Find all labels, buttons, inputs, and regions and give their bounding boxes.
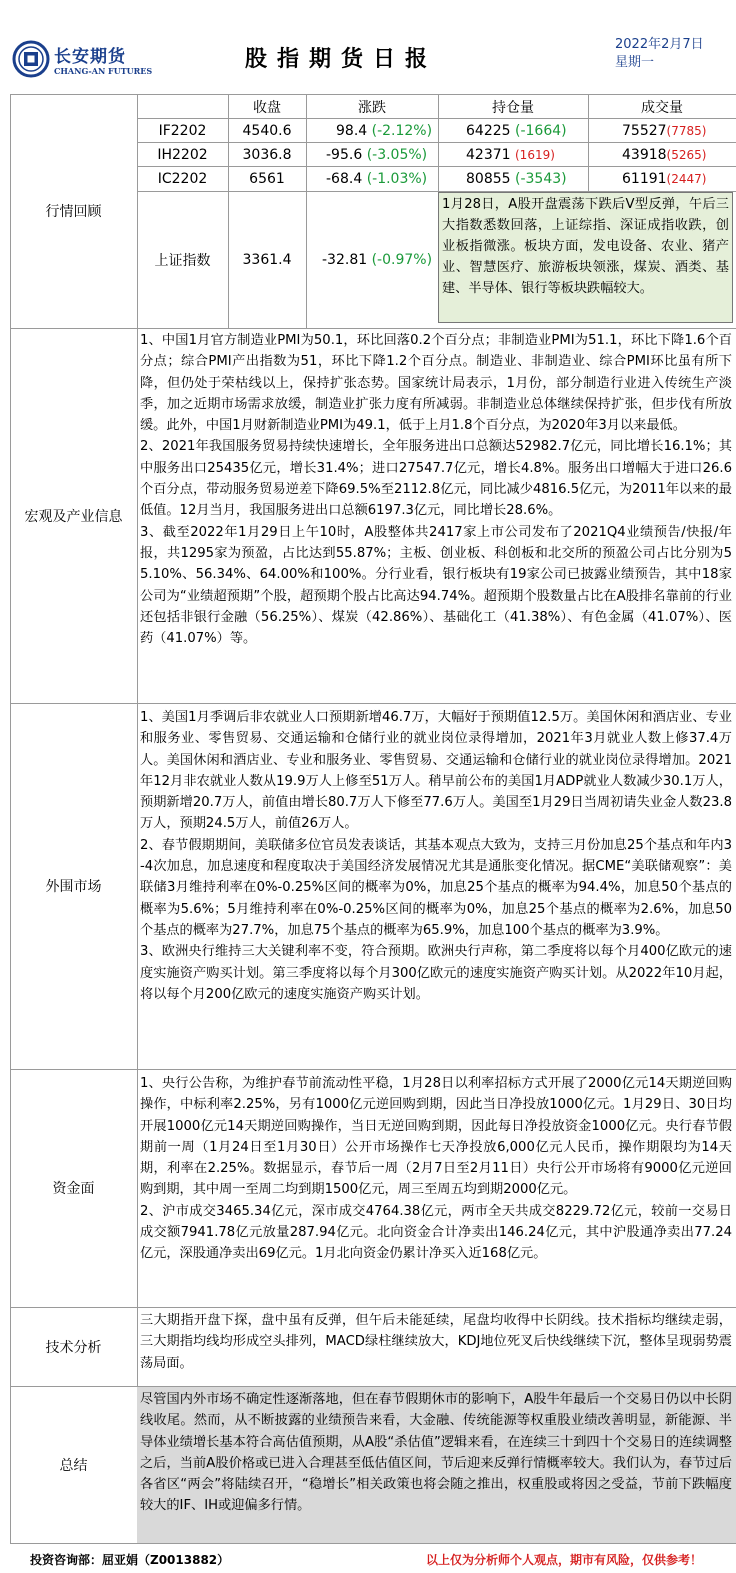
- volume-value: 43918: [622, 146, 667, 163]
- technical-content: 三大期指开盘下探，盘中虽有反弹，但午后未能延续，尾盘均收得中长阴线。技术指标均继续走弱，三大期指均线均形成空头排列，MACD绿柱继续放大，KDJ地位死叉后快线继续下沉，整体呈现弱势震荡局面。: [140, 1313, 732, 1371]
- company-name-en: CHANG-AN FUTURES: [54, 66, 153, 76]
- report-footer: [10, 1548, 736, 1568]
- index-change-value: -32.81: [322, 252, 368, 268]
- contract-name: IF2202: [158, 122, 207, 139]
- change-value: -95.6: [326, 146, 363, 163]
- company-name-cn: 长安期货: [54, 47, 126, 67]
- volume-change: (5265): [666, 147, 707, 162]
- analyst-credit: 投资咨询部：屈亚娟（Z0013882）: [30, 1553, 230, 1567]
- col-header-open-interest: 持仓量: [492, 99, 534, 116]
- report-header: [10, 28, 736, 90]
- paragraph: 1、美国1月季调后非农就业人口预期新增46.7万，大幅好于预期值12.5万。美国休闲和酒店业、专业和服务业、零售贸易、交通运输和仓储行业的就业岗位录得增加，2021年3月就业人数上修37.4万人。美国休闲和酒店业、专业和服务业、零售贸易、交通运输和仓储行业的就业岗位录得增加。2021年12月非农就业人数从19.9万人上修至51万人。稍早前公布的美国1月ADP就业人数减少30.1万人，预期新增20.7万人，前值由增长80.7万人下修至77.6万人。美国至1月29日当周初请失业金人数23.8万人，预期24.5万人，前值26万人。: [140, 710, 732, 832]
- close-value: 4540.6: [242, 122, 292, 139]
- volume-value: 75527: [622, 122, 667, 139]
- chang-an-emblem-icon: [12, 40, 50, 78]
- open-interest-value: 80855: [466, 171, 511, 187]
- report-date-block: [615, 36, 704, 72]
- open-interest-change: (-3543): [515, 171, 567, 187]
- change-value: 98.4: [336, 122, 368, 139]
- open-interest-change: (1619): [515, 147, 555, 162]
- volume-value: 61191: [622, 171, 667, 187]
- contract-name: IH2202: [157, 146, 208, 163]
- volume-change: (7785): [666, 123, 707, 138]
- report-date: 2022年2月7日: [615, 37, 704, 52]
- col-header-volume: 成交量: [641, 99, 683, 116]
- section-label-market: 行情回顾: [45, 204, 102, 220]
- report-title: 股指期货日报: [245, 47, 438, 72]
- col-header-change: 涨跌: [358, 99, 386, 116]
- paragraph: 3、截至2022年1月29日上午10时，A股整体共2417家上市公司发布了2021Q4业绩预告/快报/年报，共1295家为预盈，占比达到55.87%；主板、创业板、科创板和北交所的预盈公司占比分别为55.10%、56.34%、64.00%和100%。分行业看，银行板块有19家公司已披露业绩预告，其中18家公司为“业绩超预期”个股，超预期个股占比高达94.74%。超预期个股数量占比在A股排名靠前的行业还包括非银行金融（56.25%）、煤炭（42.86%）、基础化工（41.38%）、有色金属（41.07%）、医药（41.07%）等。: [140, 524, 732, 647]
- index-name: 上证指数: [154, 253, 211, 269]
- open-interest-cell: [466, 119, 586, 142]
- macro-content: [140, 330, 732, 649]
- contract-name: IC2202: [157, 171, 208, 187]
- section-label-macro: 宏观及产业信息: [24, 508, 123, 525]
- summary-content: 尽管国内外市场不确定性逐渐落地，但在春节假期休市的影响下，A股牛年最后一个交易日仍以中长阴线收尾。然而，从不断披露的业绩预告来看，大金融、传统能源等权重股业绩改善明显，新能源、半导体业绩增长基本符合高估值预期，从A股“杀估值”逻辑来看，在连续三十到四十个交易日的连续调整之后，当前A股价格或已进入合理甚至低估值区间，节后迎来反弹行情概率较大。我们认为，春节过后各省区“两会”将陆续召开，“稳增长”相关政策也将会随之推出，权重股或将因之受益，节前下跌幅度较大的IF、IH或迎偏多行情。: [140, 1392, 732, 1514]
- volume-cell: [622, 167, 734, 191]
- funds-content: [140, 1073, 732, 1265]
- paragraph: 1、中国1月官方制造业PMI为50.1，环比回落0.2个百分点；非制造业PMI为51.1，环比下降1.6个百分点；综合PMI产出指数为51，环比下降1.2个百分点。制造业、非制造业、综合PMI环比虽有所下降，但仍处于荣枯线以上，保持扩张态势。国家统计局表示，1月份，部分制造行业进入传统生产淡季，加之近期市场需求放缓，制造业扩张力度有所减弱。非制造业总体继续保持扩张，但步伐有所放缓。此外，中国1月财新制造业PMI为49.1，低于上月1.8个百分点，为2020年3月以来最低。: [140, 333, 732, 434]
- market-commentary: 1月28日，A股开盘震荡下跌后V型反弹，午后三大指数悉数回落，上证综指、深证成指收跌，创业板指微涨。板块方面，发电设备、农业、猪产业、智慧医疗、旅游板块领涨，煤炭、酒类、基建、半导体、银行等板块跌幅较大。: [438, 192, 733, 323]
- paragraph: 2、2021年我国服务贸易持续快速增长，全年服务进出口总额达52982.7亿元，同比增长16.1%；其中服务出口25435亿元，增长31.4%；进口27547.7亿元，增长4.8%。服务出口增幅大于进口26.6个百分点，带动服务贸易逆差下降69.5%至2112.8亿元，同比减少4816.5亿元，为2011年以来的最低值。12月当月，我国服务进出口总额6197.3亿元，同比增长28.6%。: [140, 439, 732, 519]
- section-label-technical: 技术分析: [45, 1339, 102, 1356]
- paragraph: 1、央行公告称，为维护春节前流动性平稳，1月28日以利率招标方式开展了2000亿元14天期逆回购操作，中标利率2.25%，另有1000亿元逆回购到期，因此当日净投放1000亿元。1月29日、30日均开展1000亿元14天期逆回购操作，当日无逆回购到期，因此每日净投放资金1000亿元。央行春节假期前一周（1月24日至1月30日）公开市场操作七天净投放6,000亿元人民币，操作期限均为14天期，利率在2.25%。数据显示，春节后一周（2月7日至2月11日）央行公开市场将有9000亿元逆回购到期，其中周一至周二均到期1500亿元，周三至周五均到期2000亿元。: [140, 1076, 732, 1198]
- change-pct: (-1.03%): [366, 171, 428, 187]
- change-cell: [326, 167, 436, 191]
- open-interest-cell: [466, 143, 586, 166]
- volume-change: (2447): [666, 172, 707, 186]
- index-change-cell: [322, 192, 436, 328]
- section-label-summary: 总结: [59, 1457, 88, 1474]
- open-interest-value: 42371: [466, 146, 511, 163]
- open-interest-value: 64225: [466, 122, 511, 139]
- index-change-pct: (-0.97%): [371, 252, 433, 268]
- paragraph: 2、沪市成交3465.34亿元，深市成交4764.38亿元，两市全天共成交8229.72亿元，较前一交易日成交额7941.78亿元放量287.94亿元。北向资金合计净卖出146.24亿元，其中沪股通净卖出77.24亿元，深股通净卖出69亿元。1月北向资金仍累计净买入近168亿元。: [140, 1203, 732, 1262]
- paragraph: 3、欧洲央行维持三大关键利率不变，符合预期。欧洲央行声称，第二季度将以每个月400亿欧元的速度实施资产购买计划。第三季度将以每个月300亿欧元的速度实施资产购买计划。从2022年10月起，将以每个月200亿欧元的速度实施资产购买计划。: [140, 944, 732, 1002]
- change-pct: (-3.05%): [366, 146, 428, 163]
- open-interest-cell: [466, 167, 586, 191]
- report-weekday: 星期一: [615, 55, 655, 70]
- change-cell: [336, 119, 436, 142]
- overseas-content: [140, 707, 732, 1005]
- company-logo: [10, 36, 153, 84]
- section-label-funds: 资金面: [52, 1181, 95, 1197]
- section-label-overseas: 外围市场: [45, 879, 102, 895]
- index-close: 3361.4: [242, 252, 292, 268]
- change-cell: [326, 143, 436, 166]
- change-pct: (-2.12%): [371, 122, 433, 139]
- change-value: -68.4: [326, 171, 363, 187]
- volume-cell: [622, 119, 734, 142]
- close-value: 6561: [249, 171, 285, 187]
- open-interest-change: (-1664): [515, 122, 567, 139]
- col-header-close: 收盘: [253, 99, 281, 116]
- volume-cell: [622, 143, 734, 166]
- paragraph: 2、春节假期期间，美联储多位官员发表谈话，其基本观点大致为，支持三月份加息25个基点和年内3-4次加息，加息速度和程度取决于美国经济发展情况尤其是通胀变化情况。据CME“美联储观察”：美联储3月维持利率在0%-0.25%区间的概率为0%，加息25个基点的概率为94.4%，加息50个基点的概率为5.6%；5月维持利率在0%-0.25%区间的概率为0%，加息25个基点的概率为2.6%，加息50个基点的概率为27.7%，加息75个基点的概率为65.9%，加息100个基点的概率为3.9%。: [140, 837, 732, 938]
- close-value: 3036.8: [242, 146, 292, 163]
- risk-disclaimer: 以上仅为分析师个人观点，期市有风险，仅供参考！: [426, 1553, 703, 1567]
